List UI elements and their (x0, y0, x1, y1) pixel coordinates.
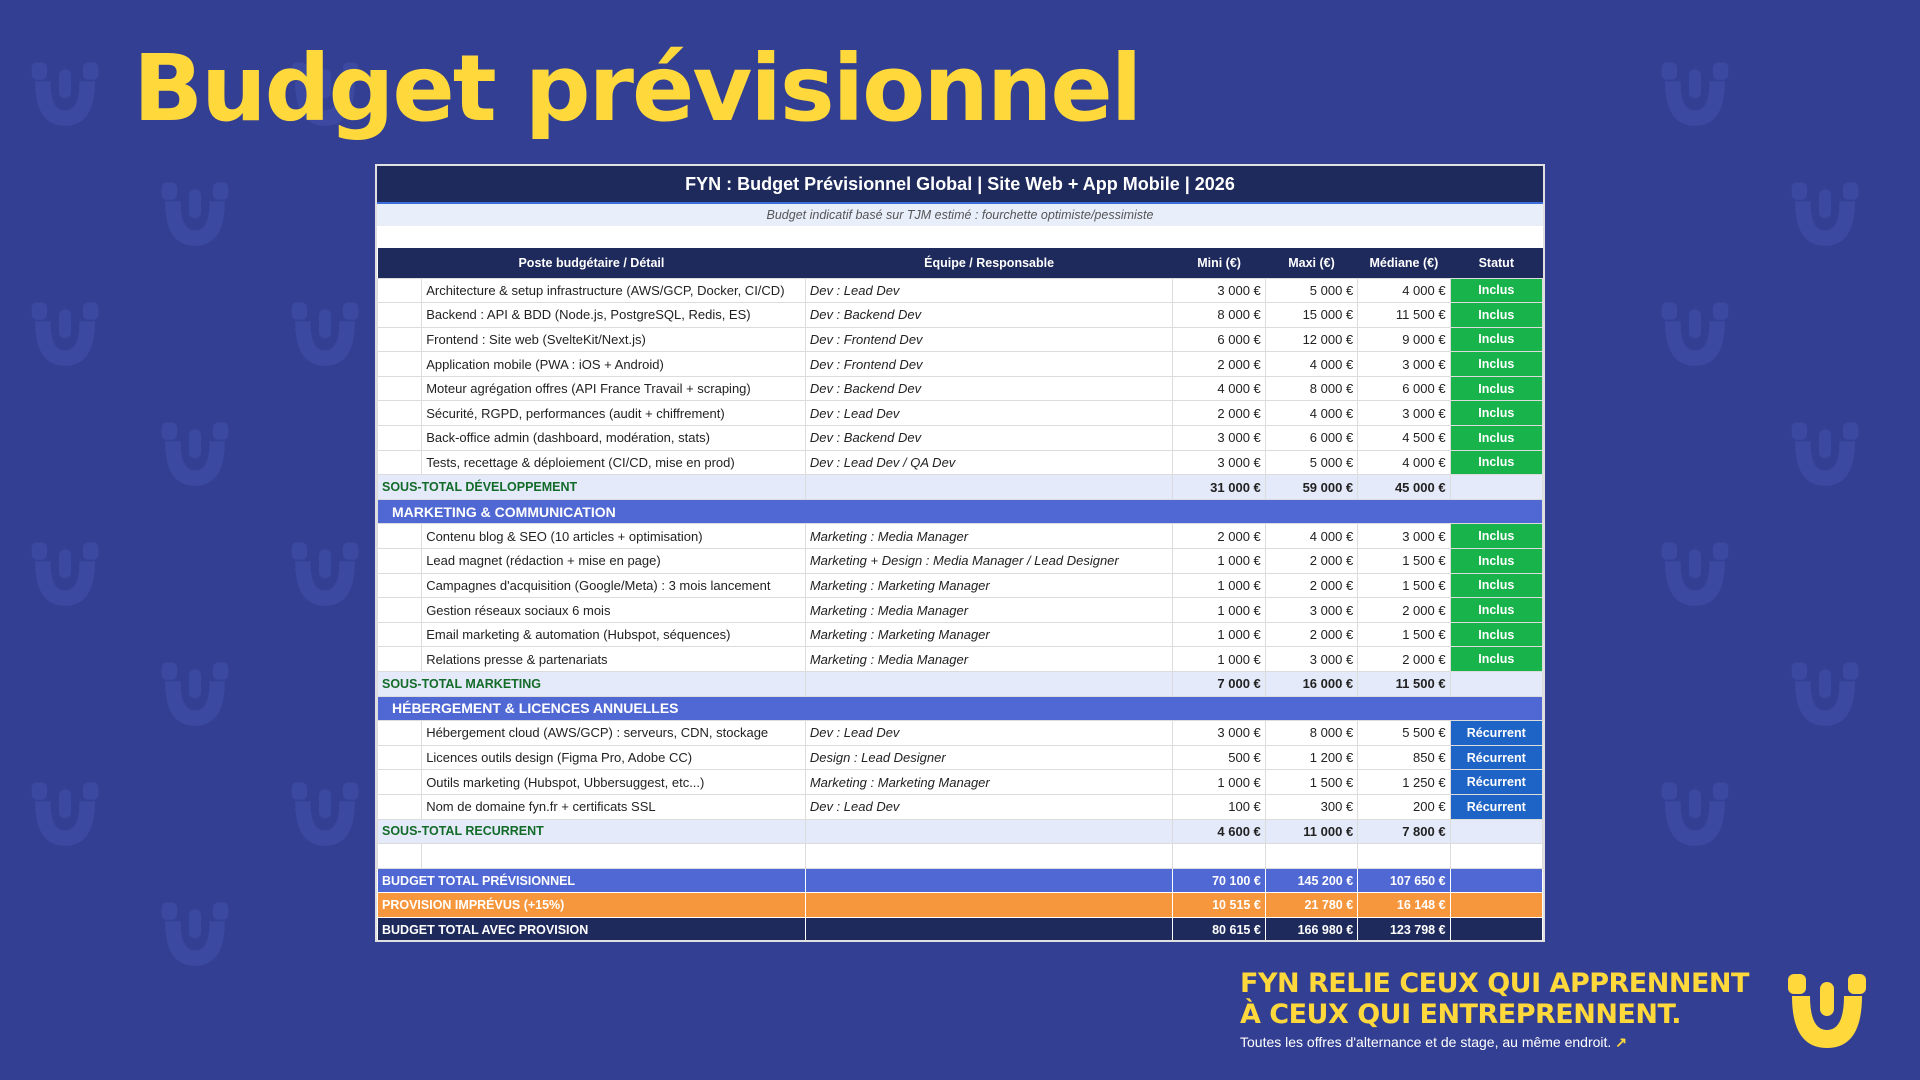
row-maxi: 15 000 € (1265, 303, 1357, 328)
row-mediane: 200 € (1358, 794, 1450, 819)
total-row (378, 868, 1543, 893)
header-row (378, 248, 1543, 278)
total-row-mediane: 107 650 € (1358, 868, 1450, 893)
row-maxi: 2 000 € (1265, 573, 1357, 598)
indent-cell (378, 278, 422, 303)
indent-cell (378, 770, 422, 795)
status-badge: Inclus (1450, 426, 1542, 451)
row-team: Marketing : Marketing Manager (805, 770, 1173, 795)
row-maxi: 12 000 € (1265, 327, 1357, 352)
row-mediane: 1 500 € (1358, 549, 1450, 574)
row-team: Dev : Frontend Dev (805, 327, 1173, 352)
indent-cell (378, 303, 422, 328)
status-badge: Inclus (1450, 573, 1542, 598)
table-row (378, 573, 1543, 598)
row-team: Marketing : Marketing Manager (805, 622, 1173, 647)
status-badge: Inclus (1450, 622, 1542, 647)
row-maxi: 1 500 € (1265, 770, 1357, 795)
row-mediane: 1 500 € (1358, 622, 1450, 647)
row-mediane: 3 000 € (1358, 352, 1450, 377)
row-label: Campagnes d'acquisition (Google/Meta) : 3 mois lancement (422, 573, 806, 598)
row-label: Email marketing & automation (Hubspot, séquences) (422, 622, 806, 647)
section-hosting (378, 696, 1543, 721)
table-row (378, 278, 1543, 303)
indent-cell (378, 450, 422, 475)
row-mini: 500 € (1173, 745, 1265, 770)
header-equipe: Équipe / Responsable (805, 248, 1173, 278)
tagline-subtext (1240, 1034, 1627, 1051)
row-mediane: 6 000 € (1358, 376, 1450, 401)
status-badge: Inclus (1450, 327, 1542, 352)
row-mediane: 11 500 € (1358, 303, 1450, 328)
pattern-logo-icon (1660, 60, 1730, 130)
provision-row-status (1450, 893, 1542, 918)
total-row-maxi: 145 200 € (1265, 868, 1357, 893)
sheet-subtitle: Budget indicatif basé sur TJM estimé : fourchette optimiste/pessimiste (377, 204, 1543, 226)
table-row (378, 327, 1543, 352)
pattern-logo-icon (160, 420, 230, 490)
tagline-line1: FYN RELIE CEUX QUI APPRENNENT (1240, 968, 1749, 999)
pattern-logo-icon (290, 300, 360, 370)
row-maxi: 5 000 € (1265, 450, 1357, 475)
provision-row-mini: 10 515 € (1173, 893, 1265, 918)
row-team: Design : Lead Designer (805, 745, 1173, 770)
row-mini: 4 000 € (1173, 376, 1265, 401)
row-mediane: 2 000 € (1358, 598, 1450, 623)
row-mediane: 1 500 € (1358, 573, 1450, 598)
blank-cell (805, 844, 1173, 869)
row-label: Licences outils design (Figma Pro, Adobe CC) (422, 745, 806, 770)
row-mini: 2 000 € (1173, 352, 1265, 377)
status-badge: Inclus (1450, 401, 1542, 426)
row-mediane: 4 000 € (1358, 450, 1450, 475)
row-label: Sécurité, RGPD, performances (audit + chiffrement) (422, 401, 806, 426)
table-row (378, 622, 1543, 647)
status-badge: Inclus (1450, 450, 1542, 475)
row-mini: 1 000 € (1173, 647, 1265, 672)
row-label: Nom de domaine fyn.fr + certificats SSL (422, 794, 806, 819)
status-badge: Inclus (1450, 549, 1542, 574)
indent-cell (378, 647, 422, 672)
subtotal-dev-mediane: 45 000 € (1358, 475, 1450, 500)
status-badge: Récurrent (1450, 721, 1542, 746)
indent-cell (378, 549, 422, 574)
row-maxi: 300 € (1265, 794, 1357, 819)
row-mini: 2 000 € (1173, 524, 1265, 549)
grand-total-row-status (1450, 917, 1542, 942)
row-team: Marketing : Marketing Manager (805, 573, 1173, 598)
header-poste: Poste budgétaire / Détail (378, 248, 806, 278)
header-mediane: Médiane (€) (1358, 248, 1450, 278)
row-mini: 3 000 € (1173, 426, 1265, 451)
row-team: Dev : Backend Dev (805, 426, 1173, 451)
total-row-label: BUDGET TOTAL PRÉVISIONNEL (378, 868, 806, 893)
row-maxi: 3 000 € (1265, 647, 1357, 672)
spacer-row (377, 226, 1543, 248)
page-title: Budget prévisionnel (133, 35, 1141, 142)
indent-cell (378, 598, 422, 623)
subtotal-recurrent-empty (805, 819, 1173, 844)
row-maxi: 8 000 € (1265, 721, 1357, 746)
provision-row-mediane: 16 148 € (1358, 893, 1450, 918)
row-mediane: 3 000 € (1358, 401, 1450, 426)
subtotal-recurrent-mini: 4 600 € (1173, 819, 1265, 844)
grand-total-row-mini: 80 615 € (1173, 917, 1265, 942)
pattern-logo-icon (1660, 780, 1730, 850)
subtotal-marketing-status (1450, 672, 1542, 697)
blank-row (378, 844, 1543, 869)
subtotal-dev-empty (805, 475, 1173, 500)
total-row-mini: 70 100 € (1173, 868, 1265, 893)
row-maxi: 5 000 € (1265, 278, 1357, 303)
header-statut: Statut (1450, 248, 1542, 278)
row-team: Dev : Lead Dev (805, 794, 1173, 819)
row-mini: 3 000 € (1173, 721, 1265, 746)
table-row (378, 721, 1543, 746)
subtotal-dev-status (1450, 475, 1542, 500)
subtotal-dev (378, 475, 1543, 500)
indent-cell (378, 622, 422, 647)
row-mini: 3 000 € (1173, 450, 1265, 475)
indent-cell (378, 426, 422, 451)
row-label: Back-office admin (dashboard, modération, stats) (422, 426, 806, 451)
row-mediane: 4 000 € (1358, 278, 1450, 303)
provision-row (378, 893, 1543, 918)
status-badge: Inclus (1450, 647, 1542, 672)
row-maxi: 2 000 € (1265, 622, 1357, 647)
status-badge: Récurrent (1450, 794, 1542, 819)
pattern-logo-icon (30, 540, 100, 610)
header-maxi: Maxi (€) (1265, 248, 1357, 278)
row-label: Tests, recettage & déploiement (CI/CD, mise en prod) (422, 450, 806, 475)
row-team: Dev : Backend Dev (805, 303, 1173, 328)
row-team: Marketing : Media Manager (805, 598, 1173, 623)
indent-cell (378, 524, 422, 549)
row-label: Outils marketing (Hubspot, Ubbersuggest, etc...) (422, 770, 806, 795)
arrow-up-right-icon: ↗ (1615, 1034, 1627, 1050)
row-label: Application mobile (PWA : iOS + Android) (422, 352, 806, 377)
row-label: Contenu blog & SEO (10 articles + optimisation) (422, 524, 806, 549)
pattern-logo-icon (160, 660, 230, 730)
indent-cell (378, 794, 422, 819)
row-label: Backend : API & BDD (Node.js, PostgreSQL, Redis, ES) (422, 303, 806, 328)
subtotal-marketing-mini: 7 000 € (1173, 672, 1265, 697)
pattern-logo-icon (160, 180, 230, 250)
row-team: Dev : Lead Dev (805, 401, 1173, 426)
row-mediane: 2 000 € (1358, 647, 1450, 672)
row-team: Dev : Lead Dev (805, 721, 1173, 746)
status-badge: Récurrent (1450, 770, 1542, 795)
row-maxi: 2 000 € (1265, 549, 1357, 574)
table-row (378, 450, 1543, 475)
subtotal-recurrent-label: SOUS-TOTAL RECURRENT (378, 819, 806, 844)
subtotal-recurrent-mediane: 7 800 € (1358, 819, 1450, 844)
indent-cell (378, 352, 422, 377)
pattern-logo-icon (290, 780, 360, 850)
row-mediane: 850 € (1358, 745, 1450, 770)
row-team: Dev : Frontend Dev (805, 352, 1173, 377)
table-row (378, 524, 1543, 549)
row-maxi: 1 200 € (1265, 745, 1357, 770)
pattern-logo-icon (30, 60, 100, 130)
section-hosting-label: HÉBERGEMENT & LICENCES ANNUELLES (378, 696, 1543, 721)
subtotal-recurrent-maxi: 11 000 € (1265, 819, 1357, 844)
pattern-logo-icon (30, 300, 100, 370)
sheet-title: FYN : Budget Prévisionnel Global | Site Web + App Mobile | 2026 (377, 166, 1543, 204)
row-label: Relations presse & partenariats (422, 647, 806, 672)
status-badge: Inclus (1450, 278, 1542, 303)
subtotal-marketing (378, 672, 1543, 697)
header-mini: Mini (€) (1173, 248, 1265, 278)
budget-table (377, 248, 1543, 942)
row-mini: 1 000 € (1173, 549, 1265, 574)
grand-total-row-empty (805, 917, 1173, 942)
status-badge: Inclus (1450, 352, 1542, 377)
row-mini: 3 000 € (1173, 278, 1265, 303)
table-row (378, 401, 1543, 426)
subtotal-dev-maxi: 59 000 € (1265, 475, 1357, 500)
pattern-logo-icon (1790, 660, 1860, 730)
pattern-logo-icon (1660, 540, 1730, 610)
row-mediane: 5 500 € (1358, 721, 1450, 746)
indent-cell (378, 721, 422, 746)
row-mini: 6 000 € (1173, 327, 1265, 352)
provision-row-empty (805, 893, 1173, 918)
subtotal-marketing-maxi: 16 000 € (1265, 672, 1357, 697)
blank-cell (1450, 844, 1542, 869)
pattern-logo-icon (1790, 420, 1860, 490)
total-row-empty (805, 868, 1173, 893)
pattern-logo-icon (1660, 300, 1730, 370)
subtotal-recurrent-status (1450, 819, 1542, 844)
section-marketing (378, 499, 1543, 524)
table-row (378, 770, 1543, 795)
status-badge: Inclus (1450, 598, 1542, 623)
status-badge: Inclus (1450, 524, 1542, 549)
table-row (378, 426, 1543, 451)
row-team: Dev : Lead Dev / QA Dev (805, 450, 1173, 475)
table-row (378, 647, 1543, 672)
row-maxi: 4 000 € (1265, 352, 1357, 377)
tagline (1240, 968, 1749, 1030)
grand-total-row (378, 917, 1543, 942)
blank-cell (378, 844, 422, 869)
section-marketing-label: MARKETING & COMMUNICATION (378, 499, 1543, 524)
row-mini: 1 000 € (1173, 770, 1265, 795)
provision-row-maxi: 21 780 € (1265, 893, 1357, 918)
row-label: Gestion réseaux sociaux 6 mois (422, 598, 806, 623)
row-mini: 1 000 € (1173, 622, 1265, 647)
subtotal-dev-label: SOUS-TOTAL DÉVELOPPEMENT (378, 475, 806, 500)
pattern-logo-icon (160, 900, 230, 970)
row-mini: 1 000 € (1173, 573, 1265, 598)
tagline-sub-text: Toutes les offres d'alternance et de stage, au même endroit. (1240, 1034, 1612, 1050)
status-badge: Inclus (1450, 303, 1542, 328)
subtotal-recurrent (378, 819, 1543, 844)
blank-cell (1265, 844, 1357, 869)
row-label: Frontend : Site web (SvelteKit/Next.js) (422, 327, 806, 352)
subtotal-dev-mini: 31 000 € (1173, 475, 1265, 500)
indent-cell (378, 376, 422, 401)
row-mediane: 3 000 € (1358, 524, 1450, 549)
pattern-logo-icon (290, 540, 360, 610)
indent-cell (378, 573, 422, 598)
status-badge: Récurrent (1450, 745, 1542, 770)
row-team: Dev : Backend Dev (805, 376, 1173, 401)
table-row (378, 303, 1543, 328)
row-mini: 100 € (1173, 794, 1265, 819)
table-row (378, 376, 1543, 401)
row-mediane: 4 500 € (1358, 426, 1450, 451)
table-row (378, 794, 1543, 819)
pattern-logo-icon (30, 780, 100, 850)
budget-spreadsheet (375, 164, 1545, 942)
row-maxi: 6 000 € (1265, 426, 1357, 451)
grand-total-row-label: BUDGET TOTAL AVEC PROVISION (378, 917, 806, 942)
row-team: Dev : Lead Dev (805, 278, 1173, 303)
status-badge: Inclus (1450, 376, 1542, 401)
row-label: Lead magnet (rédaction + mise en page) (422, 549, 806, 574)
row-label: Hébergement cloud (AWS/GCP) : serveurs, CDN, stockage (422, 721, 806, 746)
row-team: Marketing : Media Manager (805, 524, 1173, 549)
table-row (378, 352, 1543, 377)
fyn-logo-icon (1786, 974, 1868, 1050)
row-label: Moteur agrégation offres (API France Travail + scraping) (422, 376, 806, 401)
row-maxi: 8 000 € (1265, 376, 1357, 401)
grand-total-row-maxi: 166 980 € (1265, 917, 1357, 942)
blank-cell (1358, 844, 1450, 869)
table-body (378, 278, 1543, 942)
subtotal-marketing-label: SOUS-TOTAL MARKETING (378, 672, 806, 697)
row-team: Marketing : Media Manager (805, 647, 1173, 672)
indent-cell (378, 745, 422, 770)
grand-total-row-mediane: 123 798 € (1358, 917, 1450, 942)
subtotal-marketing-mediane: 11 500 € (1358, 672, 1450, 697)
row-maxi: 3 000 € (1265, 598, 1357, 623)
total-row-status (1450, 868, 1542, 893)
pattern-logo-icon (1790, 180, 1860, 250)
table-row (378, 598, 1543, 623)
tagline-line2: À CEUX QUI ENTREPRENNENT. (1240, 999, 1682, 1030)
row-mediane: 1 250 € (1358, 770, 1450, 795)
table-row (378, 549, 1543, 574)
row-maxi: 4 000 € (1265, 524, 1357, 549)
indent-cell (378, 401, 422, 426)
subtotal-marketing-empty (805, 672, 1173, 697)
row-label: Architecture & setup infrastructure (AWS/GCP, Docker, CI/CD) (422, 278, 806, 303)
provision-row-label: PROVISION IMPRÉVUS (+15%) (378, 893, 806, 918)
blank-cell (1173, 844, 1265, 869)
row-mini: 2 000 € (1173, 401, 1265, 426)
row-team: Marketing + Design : Media Manager / Lead Designer (805, 549, 1173, 574)
table-row (378, 745, 1543, 770)
indent-cell (378, 327, 422, 352)
row-mini: 8 000 € (1173, 303, 1265, 328)
row-maxi: 4 000 € (1265, 401, 1357, 426)
blank-cell (422, 844, 806, 869)
row-mini: 1 000 € (1173, 598, 1265, 623)
row-mediane: 9 000 € (1358, 327, 1450, 352)
